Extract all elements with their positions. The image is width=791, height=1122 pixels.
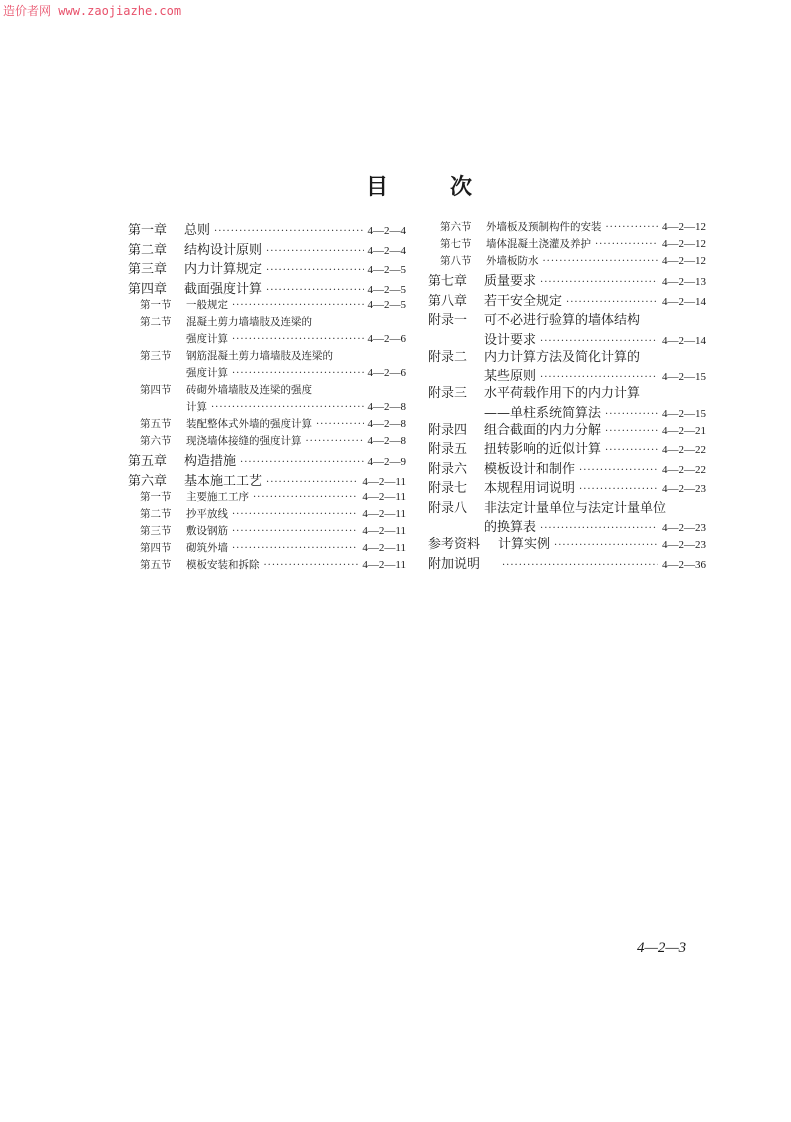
toc-entry-label: 第六节 <box>440 221 472 233</box>
watermark-site-name: 造价者网 <box>3 4 52 18</box>
toc-entry-title: 本规程用词说明 <box>484 481 576 496</box>
toc-entry[interactable] <box>428 290 706 310</box>
toc-entry[interactable] <box>128 365 406 382</box>
toc-entry[interactable] <box>128 239 406 259</box>
toc-entry-title: 墙体混凝土浇灌及养护 <box>486 238 591 250</box>
toc-entry-page: 4—2—6 <box>367 333 406 345</box>
toc-entry[interactable] <box>428 219 706 236</box>
toc-entry[interactable] <box>128 278 406 298</box>
toc-entry-page: 4—2—5 <box>367 299 406 311</box>
toc-entry-label: 第五节 <box>140 418 172 430</box>
toc-entry-page: 4—2—15 <box>662 407 706 420</box>
toc-entry-title: 可不必进行验算的墙体结构 <box>484 313 641 328</box>
toc-entry[interactable] <box>428 477 706 497</box>
toc-entry-title: 钢筋混凝土剪力墙墙肢及连梁的 <box>186 350 333 362</box>
dot-leader <box>211 402 364 413</box>
toc-entry-page: 4—2—5 <box>367 283 406 296</box>
dot-leader <box>214 226 363 237</box>
toc-entry-page: 4—2—21 <box>662 424 706 437</box>
page-number: 4—2—3 <box>637 940 687 956</box>
toc-entry-title: 砌筑外墙 <box>186 542 228 554</box>
toc-entry-label: 第二章 <box>128 242 168 258</box>
toc-right-column <box>428 219 706 572</box>
toc-entry[interactable] <box>128 348 406 365</box>
toc-entry-page: 4—2—22 <box>662 463 706 476</box>
dot-leader <box>232 526 358 537</box>
toc-entry-title: 强度计算 <box>186 333 228 345</box>
toc-entry-label: 附加说明 <box>428 556 481 572</box>
toc-entry-page: 4—2—15 <box>662 371 706 383</box>
toc-entry-page: 4—2—13 <box>662 276 706 288</box>
toc-left-column <box>128 219 406 574</box>
toc-entry-page: 4—2—23 <box>662 483 706 495</box>
toc-entry-page: 4—2—8 <box>367 435 406 447</box>
toc-entry[interactable] <box>428 253 706 270</box>
toc-entry-label: 第四节 <box>140 384 172 396</box>
toc-entry-label: 第一章 <box>128 223 168 238</box>
toc-entry-label: 第六节 <box>140 435 172 447</box>
toc-entry[interactable] <box>128 314 406 331</box>
dot-leader <box>232 509 358 520</box>
toc-entry-title: 计算实例 <box>498 537 551 552</box>
toc-entry-label: 第八章 <box>428 293 468 309</box>
toc-entry[interactable] <box>128 489 406 506</box>
toc-entry[interactable] <box>128 450 406 470</box>
toc-entry[interactable] <box>128 557 406 574</box>
toc-entry-page: 4—2—11 <box>362 525 406 537</box>
toc-entry-page: 4—2—12 <box>662 255 706 267</box>
dot-leader <box>566 297 658 308</box>
toc-entry[interactable] <box>128 331 406 348</box>
toc-entry-title: 计算 <box>186 401 207 413</box>
dot-leader <box>232 368 364 379</box>
toc-entry-label: 第七节 <box>440 238 472 250</box>
toc-entry-label: 第二节 <box>140 316 172 328</box>
toc-entry-page: 4—2—11 <box>362 491 406 503</box>
toc-entry-page: 4—2—36 <box>662 558 706 571</box>
dot-leader <box>606 222 659 233</box>
toc-entry-label: 第三章 <box>128 262 168 277</box>
toc-entry[interactable] <box>428 402 706 419</box>
dot-leader <box>253 492 358 503</box>
toc-entry-title: 构造措施 <box>184 454 237 469</box>
toc-entry[interactable] <box>428 553 706 573</box>
toc-entry[interactable] <box>428 438 706 458</box>
watermark <box>3 2 181 19</box>
toc-entry-page: 4—2—12 <box>662 221 706 233</box>
dot-leader <box>232 300 364 311</box>
toc-entry-label: 第五章 <box>128 454 168 469</box>
toc-entry-title: 抄平放线 <box>186 508 228 520</box>
toc-entry[interactable] <box>128 523 406 540</box>
toc-entry-page: 4—2—14 <box>662 295 706 308</box>
toc-entry-page: 4—2—14 <box>662 334 706 347</box>
dot-leader <box>579 465 658 476</box>
toc-entry-title: 设计要求 <box>484 332 537 348</box>
toc-entry-title: 水平荷载作用下的内力计算 <box>484 386 641 401</box>
dot-leader <box>554 540 658 551</box>
toc-entry-title: 一般规定 <box>186 299 228 311</box>
toc-entry-title: 总则 <box>184 223 211 238</box>
dot-leader <box>232 543 358 554</box>
toc-entry-title: 砖砌外墙墙肢及连梁的强度 <box>186 384 312 396</box>
toc-entry-label: 第一节 <box>140 299 172 311</box>
dot-leader <box>502 560 658 571</box>
toc-entry-page: 4—2—11 <box>362 542 406 554</box>
toc-entry-page: 4—2—6 <box>367 367 406 379</box>
toc-entry-title: 若干安全规定 <box>484 293 563 309</box>
toc-entry-label: 第八节 <box>440 255 472 267</box>
toc-entry[interactable] <box>128 382 406 399</box>
toc-entry-label: 附录五 <box>428 442 468 457</box>
toc-entry[interactable] <box>128 433 406 450</box>
toc-entry-title: 现浇墙体接缝的强度计算 <box>186 435 302 447</box>
toc-entry-title: 截面强度计算 <box>184 281 263 297</box>
toc-entry-title: 装配整体式外墙的强度计算 <box>186 418 312 430</box>
toc-entry-title: 质量要求 <box>484 274 537 289</box>
toc-entry-page: 4—2—5 <box>367 264 406 276</box>
toc-entry-label: 第四章 <box>128 281 168 297</box>
toc-entry-page: 4—2—4 <box>367 225 406 237</box>
toc-entry-label: 附录六 <box>428 461 468 477</box>
toc-entry-page: 4—2—23 <box>662 539 706 551</box>
toc-entry-page: 4—2—8 <box>367 418 406 430</box>
toc-entry-label: 附录八 <box>428 500 468 516</box>
toc-entry-title: 组合截面的内力分解 <box>484 422 602 438</box>
dot-leader <box>266 265 363 276</box>
dot-leader <box>266 285 363 296</box>
toc-entry[interactable] <box>128 219 406 239</box>
toc-entry-page: 4—2—4 <box>367 244 406 257</box>
toc-entry[interactable] <box>128 470 406 490</box>
toc-entry-page: 4—2—9 <box>367 456 406 468</box>
toc-entry-label: 第七章 <box>428 274 468 289</box>
dot-leader <box>605 445 658 456</box>
toc-entry[interactable] <box>428 309 706 329</box>
toc-entry[interactable] <box>428 497 706 517</box>
toc-entry-label: 参考资料 <box>428 537 481 552</box>
watermark-url[interactable]: www.zaojiazhe.com <box>58 4 182 18</box>
toc-entry[interactable] <box>428 382 706 402</box>
toc-entry[interactable] <box>428 533 706 553</box>
dot-leader <box>540 277 658 288</box>
toc-entry[interactable] <box>128 399 406 416</box>
toc-entry[interactable] <box>428 365 706 382</box>
toc-entry-title: 外墙板及预制构件的安装 <box>486 221 602 233</box>
toc-entry-label: 第二节 <box>140 508 172 520</box>
toc-entry-title: 某些原则 <box>484 369 537 384</box>
toc-entry-page: 4—2—11 <box>362 508 406 520</box>
toc-entry-page: 4—2—12 <box>662 238 706 250</box>
toc-entry-title: 模板设计和制作 <box>484 461 576 477</box>
toc-entry[interactable] <box>428 458 706 478</box>
toc-entry[interactable] <box>428 270 706 290</box>
toc-entry-label: 附录四 <box>428 422 468 438</box>
dot-leader <box>605 426 658 437</box>
toc-entry-page: 4—2—22 <box>662 444 706 456</box>
toc-entry-label: 第六章 <box>128 473 168 489</box>
dot-leader <box>266 477 358 488</box>
dot-leader <box>306 436 364 447</box>
toc-entry-title: 基本施工工艺 <box>184 473 263 489</box>
toc-entry[interactable] <box>128 258 406 278</box>
toc-entry-title: ——单柱系统简算法 <box>484 405 602 421</box>
toc-entry-page: 4—2—23 <box>662 522 706 534</box>
toc-entry[interactable] <box>128 297 406 314</box>
toc-entry-page: 4—2—8 <box>367 401 406 413</box>
dot-leader <box>264 560 359 571</box>
toc-entry-title: 混凝土剪力墙墙肢及连梁的 <box>186 316 312 328</box>
toc-entry[interactable] <box>128 540 406 557</box>
title-char-1: 目 <box>366 175 389 200</box>
toc-entry-label: 第五节 <box>140 559 172 571</box>
dot-leader <box>595 239 658 250</box>
toc-entry-title: 主要施工工序 <box>186 491 249 503</box>
toc-entry-label: 附录三 <box>428 386 468 401</box>
toc-entry[interactable] <box>428 516 706 533</box>
toc-entry-label: 第三节 <box>140 525 172 537</box>
title-char-2: 次 <box>450 175 473 200</box>
toc-entry-title: 内力计算规定 <box>184 262 263 277</box>
toc-entry-title: 模板安装和拆除 <box>186 559 260 571</box>
dot-leader <box>240 457 363 468</box>
toc-entry-label: 附录七 <box>428 481 468 496</box>
dot-leader <box>543 256 659 267</box>
toc-entry-label: 第一节 <box>140 491 172 503</box>
dot-leader <box>232 334 364 345</box>
toc-entry-label: 第四节 <box>140 542 172 554</box>
toc-entry-page: 4—2—11 <box>362 559 406 571</box>
toc-entry-label: 第三节 <box>140 350 172 362</box>
toc-entry[interactable] <box>128 416 406 433</box>
toc-entry[interactable] <box>428 346 706 366</box>
toc-entry-title: 强度计算 <box>186 367 228 379</box>
dot-leader <box>266 246 363 257</box>
toc-entry-page: 4—2—11 <box>362 475 406 488</box>
dot-leader <box>579 484 658 495</box>
toc-entry-title: 内力计算方法及简化计算的 <box>484 349 641 365</box>
toc-entry-title: 敷设钢筋 <box>186 525 228 537</box>
toc-entry-title: 的换算表 <box>484 520 537 535</box>
dot-leader <box>316 419 364 430</box>
toc-entry-title: 外墙板防水 <box>486 255 539 267</box>
toc-entry-title: 扭转影响的近似计算 <box>484 442 602 457</box>
toc-entry-label: 附录二 <box>428 349 468 365</box>
toc-entry-title: 结构设计原则 <box>184 242 263 258</box>
toc-entry-title: 非法定计量单位与法定计量单位 <box>484 500 667 516</box>
toc-entry[interactable] <box>428 419 706 439</box>
toc-entry[interactable] <box>428 236 706 253</box>
toc-entry-label: 附录一 <box>428 313 468 328</box>
toc-entry[interactable] <box>128 506 406 523</box>
toc-entry[interactable] <box>428 329 706 346</box>
